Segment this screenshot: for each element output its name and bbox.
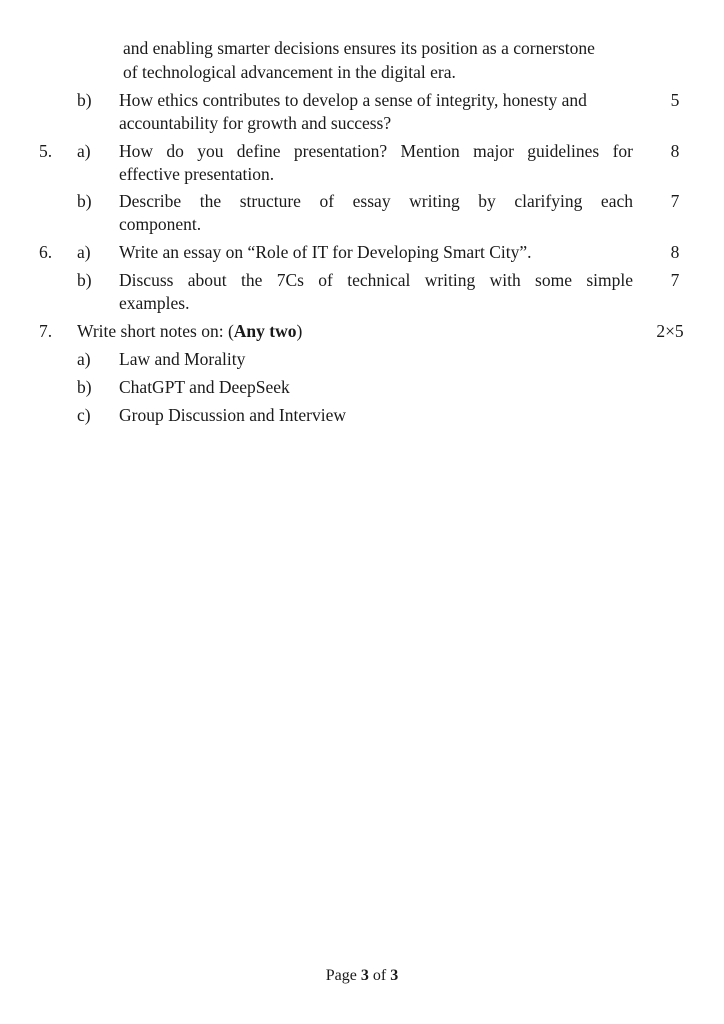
- question-6b-line-1: [119, 269, 633, 291]
- question-7-prompt-end: ): [296, 321, 303, 341]
- question-6a-marks: 8: [670, 242, 680, 262]
- question-5a-marks: 8: [670, 141, 680, 161]
- question-7b-text: ChatGPT and DeepSeek: [119, 377, 290, 397]
- question-7a-text: Law and Morality: [119, 349, 246, 369]
- question-5a-line-1: [119, 140, 633, 162]
- question-5b-line-1: [119, 190, 633, 212]
- continuation-line-2: of technological advancement in the digital era.: [123, 62, 456, 82]
- question-7b-label: b): [77, 377, 92, 397]
- question-5b-label: b): [77, 191, 92, 211]
- question-7c-label: c): [77, 405, 91, 425]
- question-6b-line-2: examples.: [119, 293, 190, 313]
- question-4b-line-1: How ethics contributes to develop a sense of integrity, honesty and: [119, 90, 587, 110]
- question-6-number: 6.: [39, 242, 53, 262]
- question-7-number: 7.: [39, 321, 53, 341]
- question-4b-label: b): [77, 90, 92, 110]
- page-prefix: Page: [325, 967, 361, 984]
- question-5b-line-2: component.: [119, 214, 202, 234]
- question-5-number: 5.: [39, 141, 53, 161]
- question-5b-marks: 7: [670, 191, 680, 211]
- question-6b-label: b): [77, 270, 92, 290]
- question-6b-line-1-text: Discuss about the 7Cs of technical writing with some simple: [119, 270, 633, 290]
- question-5a-line-1-text: How do you define presentation? Mention major guidelines for: [119, 141, 633, 161]
- question-7-marks: 2×5: [656, 321, 684, 341]
- question-4b-marks: 5: [670, 90, 680, 110]
- page-current: 3: [360, 967, 369, 984]
- question-6a-line-1: Write an essay on “Role of IT for Developing Smart City”.: [119, 242, 532, 262]
- question-7-prompt-start: Write short notes on: (: [77, 321, 234, 341]
- page-middle: of: [368, 967, 391, 984]
- question-7c-text: Group Discussion and Interview: [119, 405, 346, 425]
- question-5a-line-2: effective presentation.: [119, 164, 275, 184]
- question-7-prompt: [77, 320, 302, 342]
- question-4b-line-2: accountability for growth and success?: [119, 113, 392, 133]
- question-6b-marks: 7: [670, 270, 680, 290]
- page-total: 3: [390, 967, 399, 984]
- question-5a-label: a): [77, 141, 91, 161]
- question-5b-line-1-text: Describe the structure of essay writing by clarifying each: [119, 191, 633, 211]
- continuation-line-1: and enabling smarter decisions ensures its position as a cornerstone: [123, 38, 595, 58]
- question-6a-label: a): [77, 242, 91, 262]
- question-7a-label: a): [77, 349, 91, 369]
- page-footer: [0, 965, 724, 987]
- question-7-prompt-bold: Any two: [233, 321, 297, 341]
